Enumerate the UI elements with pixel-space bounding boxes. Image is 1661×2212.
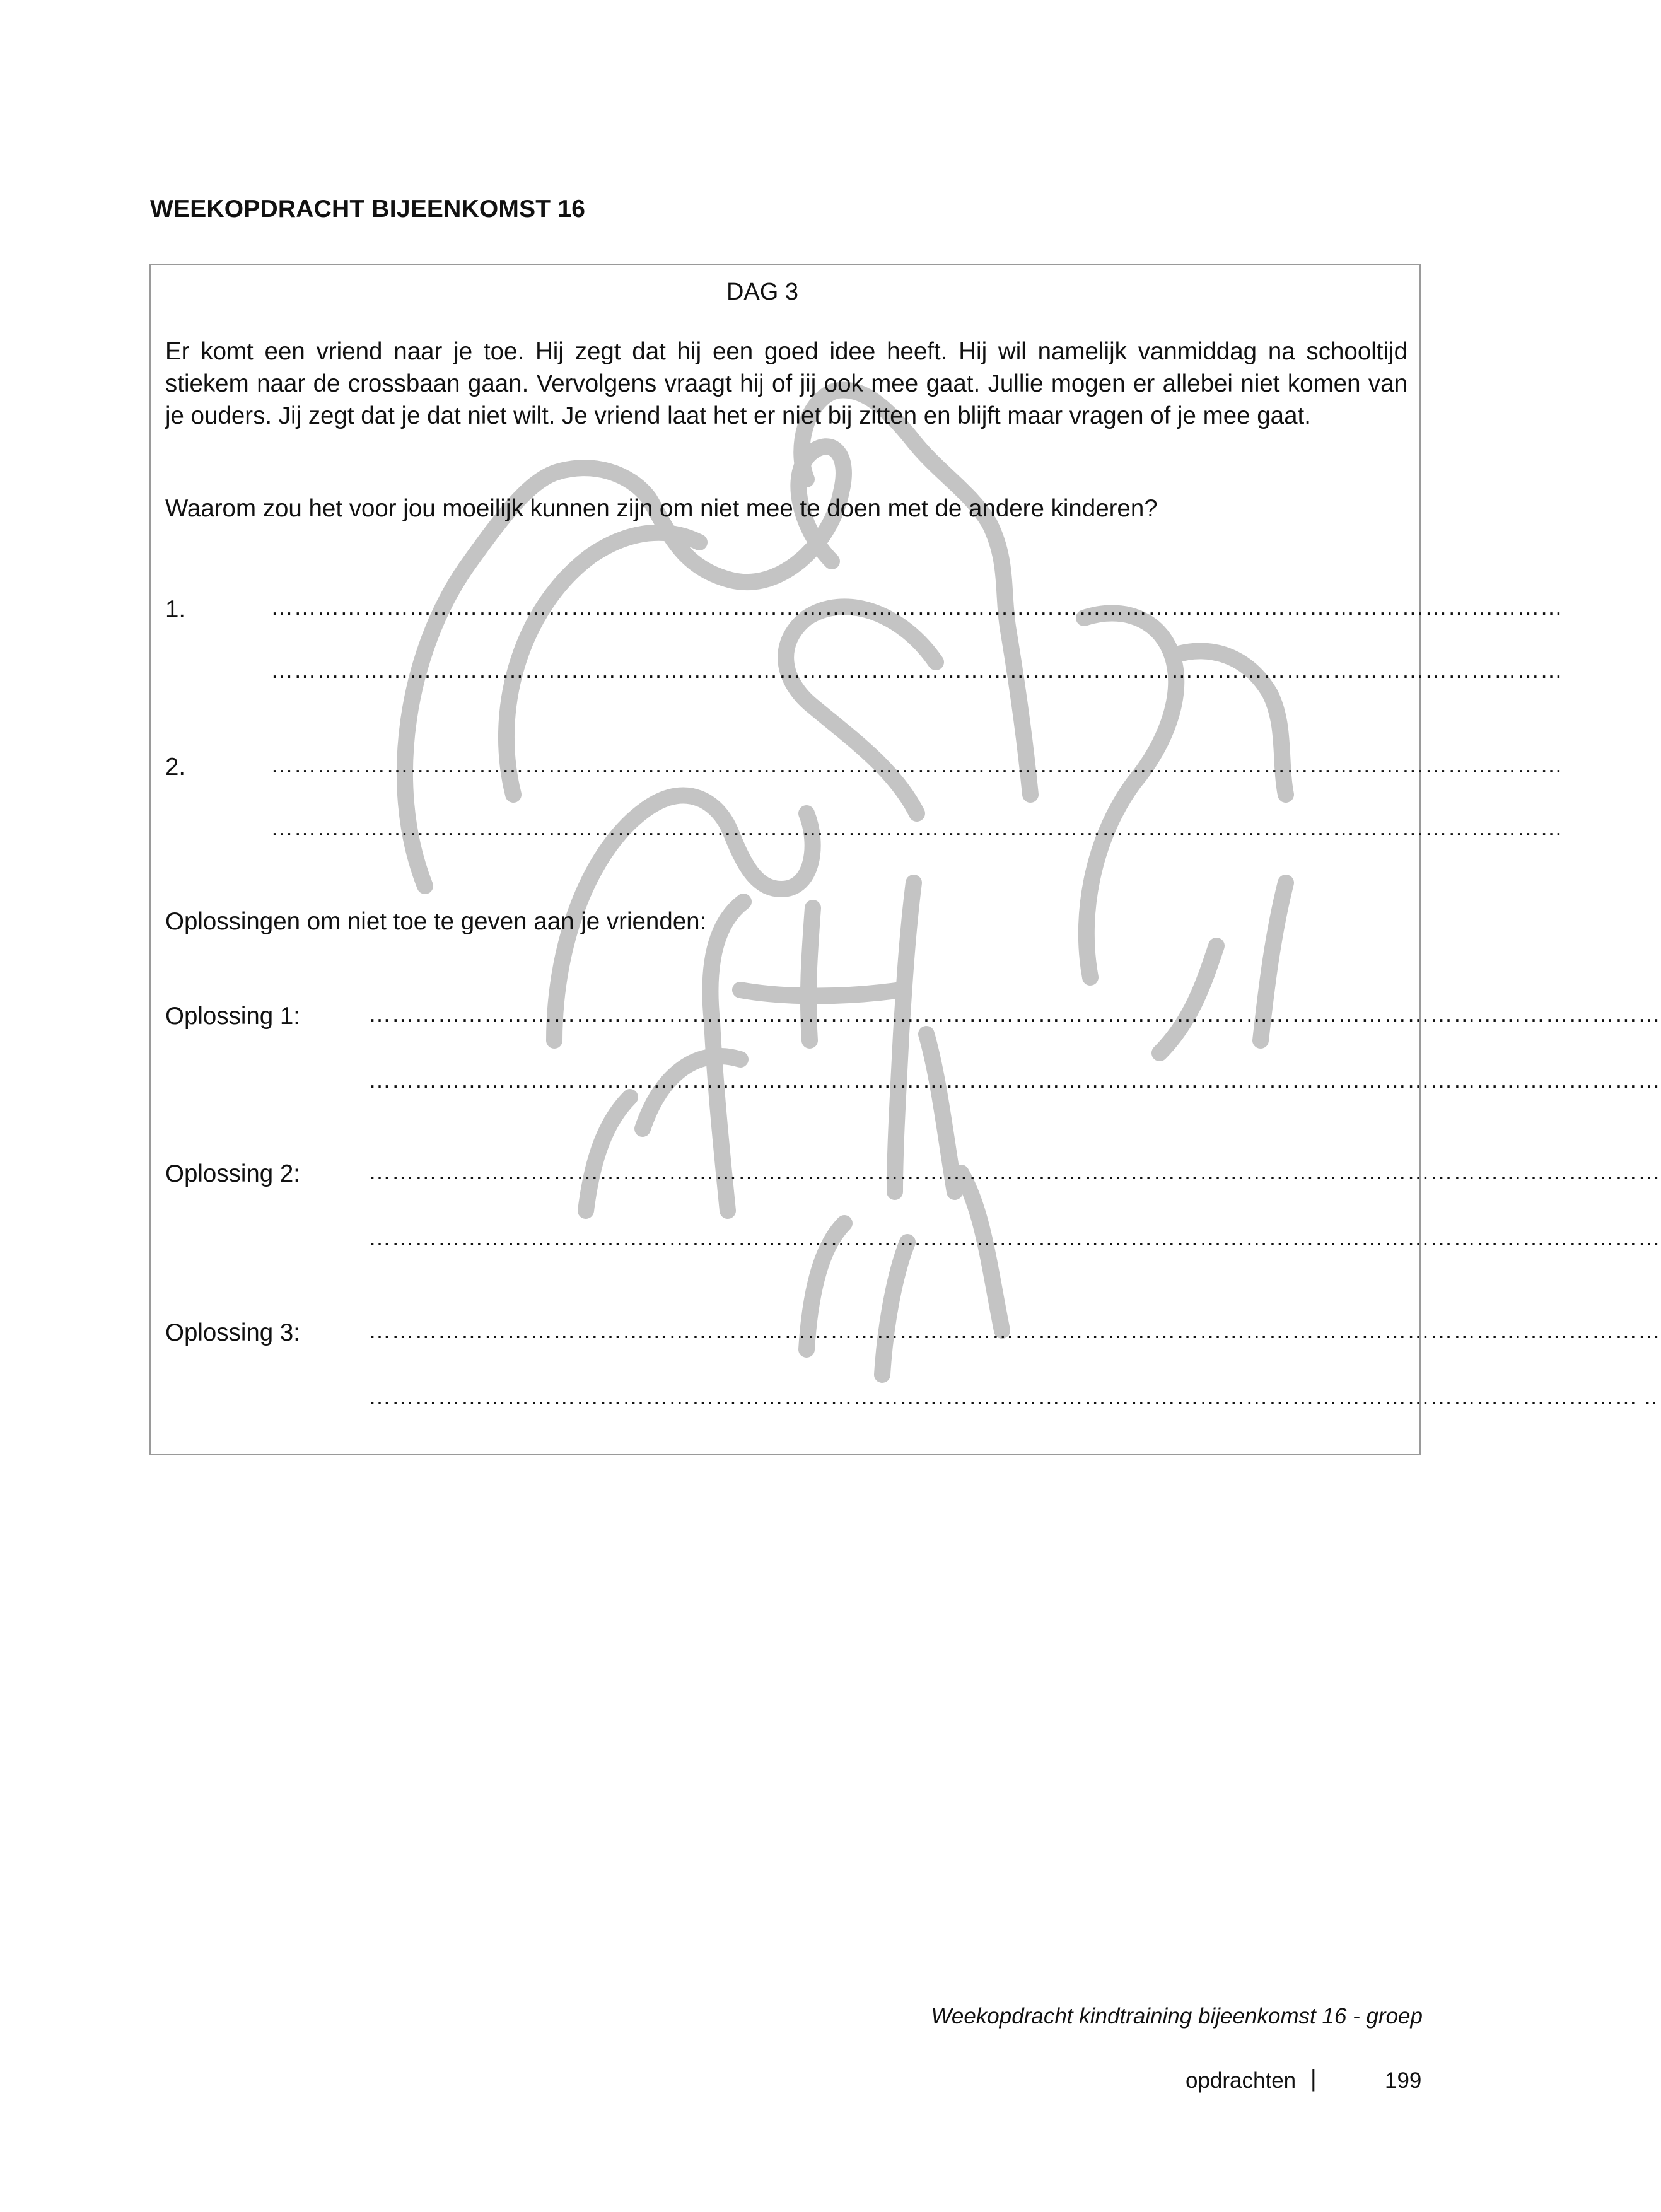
solution-3-line-1[interactable]: …………………………………………………………………………………………………………………………………………………… — [368, 1317, 1661, 1343]
watermark-figure-logo — [151, 265, 1661, 1457]
solution-label: Oplossing 1: — [165, 1003, 301, 1030]
footer-section: opdrachten — [1186, 2068, 1297, 2093]
assignment-box — [149, 264, 1661, 1455]
solution-label: Oplossing 2: — [165, 1160, 301, 1187]
solution-3-line-2[interactable]: ………………………………………………………………………………………………………………………………………………… .. — [368, 1383, 1658, 1409]
solution-2-line-2[interactable]: …………………………………………………………………………………………………………………………………………………… — [368, 1225, 1661, 1250]
page-title: WEEKOPDRACHT BIJEENKOMST 16 — [150, 195, 586, 223]
answer-label: 1. — [165, 596, 186, 623]
answer-1-line-1[interactable]: …………………………………………………………………………………………………………………………………………………… — [271, 594, 1563, 620]
footer-caption: Weekopdracht kindtraining bijeenkomst 16 - groep — [931, 2004, 1423, 2029]
solutions-heading: Oplossingen om niet toe te geven aan je vrienden: — [165, 908, 707, 935]
answer-2-line-2[interactable]: …………………………………………………………………………………………………………………………………………………… — [271, 815, 1563, 841]
answer-2-line-1[interactable]: …………………………………………………………………………………………………………………………………………………… — [271, 752, 1563, 777]
question-text: Waarom zou het voor jou moeilijk kunnen zijn om niet mee te doen met de andere kinderen? — [165, 495, 1158, 522]
footer-separator: | — [1310, 2066, 1317, 2092]
scenario-text: Er komt een vriend naar je toe. Hij zegt dat hij een goed idee heeft. Hij wil namelijk vanmiddag na schooltijd stiekem naar de crossbaan gaan. Vervolgens vraagt hij of jij ook mee gaat. Jullie mogen er allebei niet komen van je ouders. Jij zegt dat je dat niet wilt. Je vriend laat het er niet bij zitten en blijft maar vragen of je mee gaat. — [165, 338, 1407, 429]
answer-1-line-2[interactable]: …………………………………………………………………………………………………………………………………………………… — [271, 657, 1563, 683]
solution-1-line-1[interactable]: …………………………………………………………………………………………………………………………………………………… — [368, 1001, 1661, 1027]
day-heading: DAG 3 — [726, 279, 799, 305]
page-number: 199 — [1385, 2068, 1422, 2093]
solution-label: Oplossing 3: — [165, 1319, 301, 1346]
solution-1-line-2[interactable]: …………………………………………………………………………………………………………………………………………………… — [368, 1067, 1661, 1093]
solution-2-line-1[interactable]: …………………………………………………………………………………………………………………………………………………… — [368, 1158, 1661, 1184]
answer-label: 2. — [165, 754, 186, 781]
